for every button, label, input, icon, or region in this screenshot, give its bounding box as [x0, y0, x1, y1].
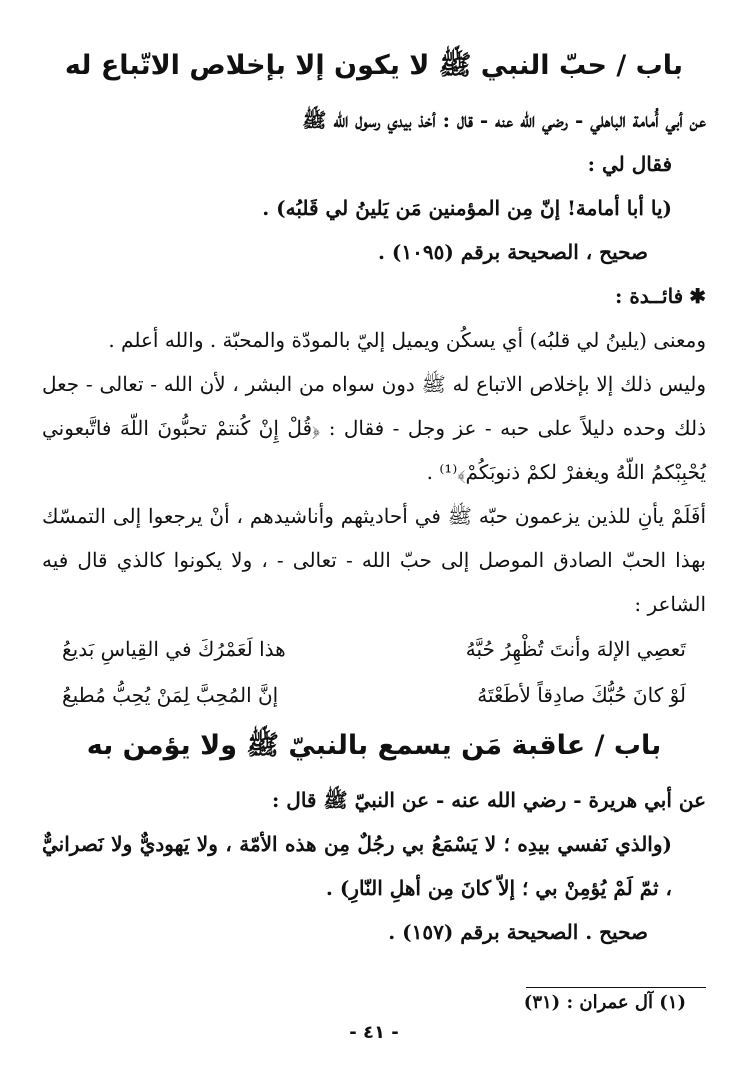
poem-verse-1-first: تَعصِي الإلهَ وأنتَ تُظْهِرُ حُبَّهُ	[465, 637, 686, 661]
chapter-heading-1: باب / حبّ النبي ﷺ لا يكون إلا بإخلاص الاتّباع له	[64, 50, 684, 81]
explanation-paragraph: وليس ذلك إلا بإخلاص الاتباع له ﷺ دون سواه من البشر ، لأن الله - تعالى - جعل ذلك وحده دليلاً على حبه - عز وجل - فقال : ﴿قُلْ إِنْ كُنتمْ تحبُّونَ اللّهَ فاتَّبعوني يُحْبِبْكمُ اللّهُ ويغفرْ لكمْ ذنوبَكُمْ﴾⁽¹⁾ .	[42, 372, 706, 484]
hadith-chain-1: عن أبي أُمامة الباهلي - رضي الله عنه - قال : أخذ بيدي رسول الله ﷺ	[302, 108, 706, 132]
page-number: - ٤١ -	[349, 1022, 399, 1043]
asterisk-icon: ✱	[689, 284, 706, 308]
poem-verse-1	[42, 626, 706, 672]
said-to-me-line: فقال لي :	[587, 152, 672, 176]
hadith-text-2: (والذي نَفسي بيدِه ؛ لا يَسْمَعُ بي رجُلٌ مِن هذه الأمّة ، ولا يَهوديٌّ ولا نَصرانيٌّ ، ثمّ لَمْ يُؤمِنْ بي ؛ إلاّ كانَ مِن أهلِ النّارِ) .	[42, 832, 672, 900]
rebuke-paragraph: أفَلَمْ يأنِ للذين يزعمون حبّه ﷺ في أحاديثهم وأناشيدهم ، أنْ يرجعوا إلى التمسّك بهذا الحبّ الصادق الموصل إلى حبّ الله - تعالى - ، ولا يكونوا كالذي قال فيه الشاعر :	[42, 504, 706, 616]
poem-verse-2	[42, 672, 706, 718]
meaning-paragraph: ومعنى (يلينُ لي قلبُه) أي يسكُن ويميل إليّ بالمودّة والمحبّة . والله أعلم .	[108, 328, 706, 352]
benefit-label-text: فائــدة :	[614, 284, 684, 308]
grading-2: صحيح . الصحيحة برقم (١٥٧) .	[388, 920, 648, 944]
poem-verse-2-first: لَوْ كانَ حُبُّكَ صادِقاً لأطَعْتَهُ	[477, 683, 686, 707]
hadith-chain-2: عن أبي هريرة - رضي الله عنه - عن النبيّ ﷺ قال :	[271, 788, 706, 812]
benefit-label	[42, 274, 706, 318]
poem-verse-1-second: هذا لَعَمْرُكَ في القِياسِ بَديعُ	[62, 637, 286, 661]
footnote-divider	[526, 987, 706, 988]
grading-1: صحيح ، الصحيحة برقم (١٠٩٥) .	[377, 240, 648, 264]
poem-verse-2-second: إنَّ المُحِبَّ لِمَنْ يُحِبُّ مُطيعُ	[62, 683, 279, 707]
chapter-heading-2: باب / عاقبة مَن يسمع بالنبيّ ﷺ ولا يؤمن به	[86, 730, 662, 761]
hadith-text-1: (يا أبا أمامة! إنّ مِن المؤمنين مَن يَلينُ لي قَلبُه) .	[262, 196, 672, 220]
footnote: (١) آل عمران : (٣١)	[523, 992, 686, 1013]
